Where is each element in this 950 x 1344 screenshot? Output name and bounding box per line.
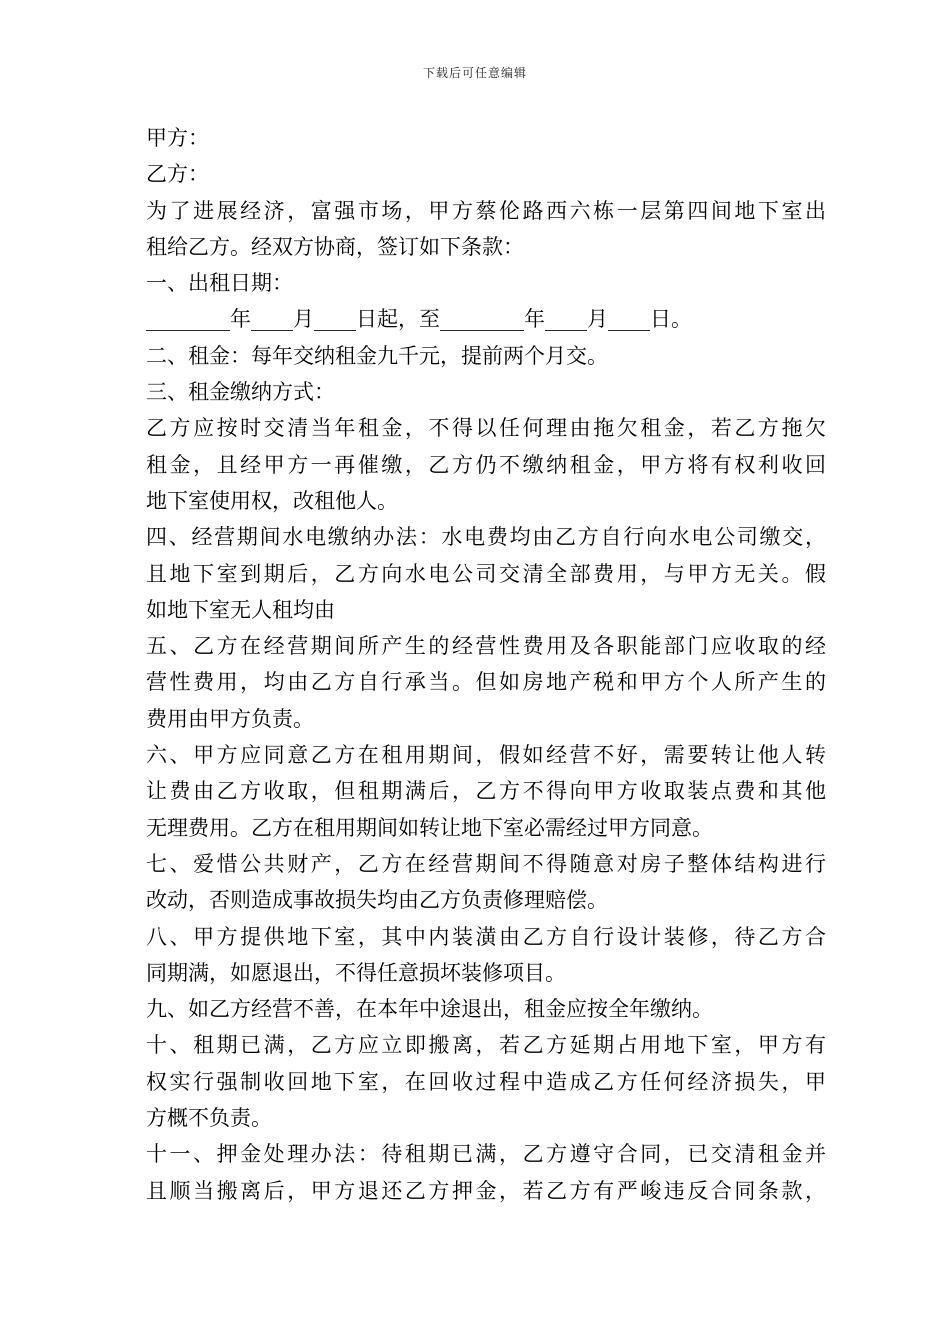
text-line: 且地下室到期后，乙方向水电公司交清全部费用，与甲方无关。假 [146, 561, 826, 586]
text-line: 乙方： [146, 162, 209, 187]
text-line: 七、爱惜公共财产，乙方在经营期间不得随意对房子整体结构进行 [146, 851, 826, 876]
text-line: 营性费用，均由乙方自行承当。但如房地产税和甲方个人所产生的 [146, 670, 826, 695]
text-line: 费用由甲方负责。 [146, 706, 314, 731]
text-line: 地下室使用权，改租他人。 [146, 488, 398, 513]
text-line: 租给乙方。经双方协商，签订如下条款： [146, 234, 524, 259]
text-line: 五、乙方在经营期间所产生的经营性费用及各职能部门应收取的经 [146, 634, 826, 659]
text-line: 改动，否则造成事故损失均由乙方负责修理赔偿。 [146, 888, 608, 913]
text-line: 四、经营期间水电缴纳办法：水电费均由乙方自行向水电公司缴交， [146, 525, 826, 550]
text-line: 方概不负责。 [146, 1106, 272, 1131]
text-line: ________年____月____日起，至________年____月____日。 [146, 307, 692, 332]
text-line: 同期满，如愿退出，不得任意损坏装修项目。 [146, 960, 566, 985]
text-line: 为了进展经济，富强市场，甲方蔡伦路西六栋一层第四间地下室出 [146, 198, 826, 223]
text-line: 让费由乙方收取，但租期满后，乙方不得向甲方收取装点费和其他 [146, 779, 826, 804]
text-line: 十、租期已满，乙方应立即搬离，若乙方延期占用地下室，甲方有 [146, 1033, 826, 1058]
text-line: 十一、押金处理办法：待租期已满，乙方遵守合同，已交清租金并 [146, 1142, 826, 1167]
text-line: 九、如乙方经营不善，在本年中途退出，租金应按全年缴纳。 [146, 997, 713, 1022]
text-line: 八、甲方提供地下室，其中内装潢由乙方自行设计装修，待乙方合 [146, 924, 826, 949]
text-line: 无理费用。乙方在租用期间如转让地下室必需经过甲方同意。 [146, 815, 713, 840]
text-line: 租金，且经甲方一再催缴，乙方仍不缴纳租金，甲方将有权利收回 [146, 452, 826, 477]
text-line: 如地下室无人租均由 [146, 597, 335, 622]
text-line: 甲方： [146, 126, 209, 150]
text-line: 乙方应按时交清当年租金，不得以任何理由拖欠租金，若乙方拖欠 [146, 416, 826, 441]
text-line: 一、出租日期： [146, 271, 293, 296]
page-header: 下载后可任意编辑 [422, 66, 527, 80]
text-line: 权实行强制收回地下室，在回收过程中造成乙方任何经济损失，甲 [146, 1069, 826, 1094]
contract-body [146, 120, 826, 1209]
text-line: 且顺当搬离后，甲方退还乙方押金，若乙方有严峻违反合同条款， [146, 1178, 826, 1203]
text-line: 二、租金：每年交纳租金九千元，提前两个月交。 [146, 343, 608, 368]
text-line: 三、租金缴纳方式： [146, 380, 335, 405]
text-line: 六、甲方应同意乙方在租用期间，假如经营不好，需要转让他人转 [146, 743, 826, 768]
